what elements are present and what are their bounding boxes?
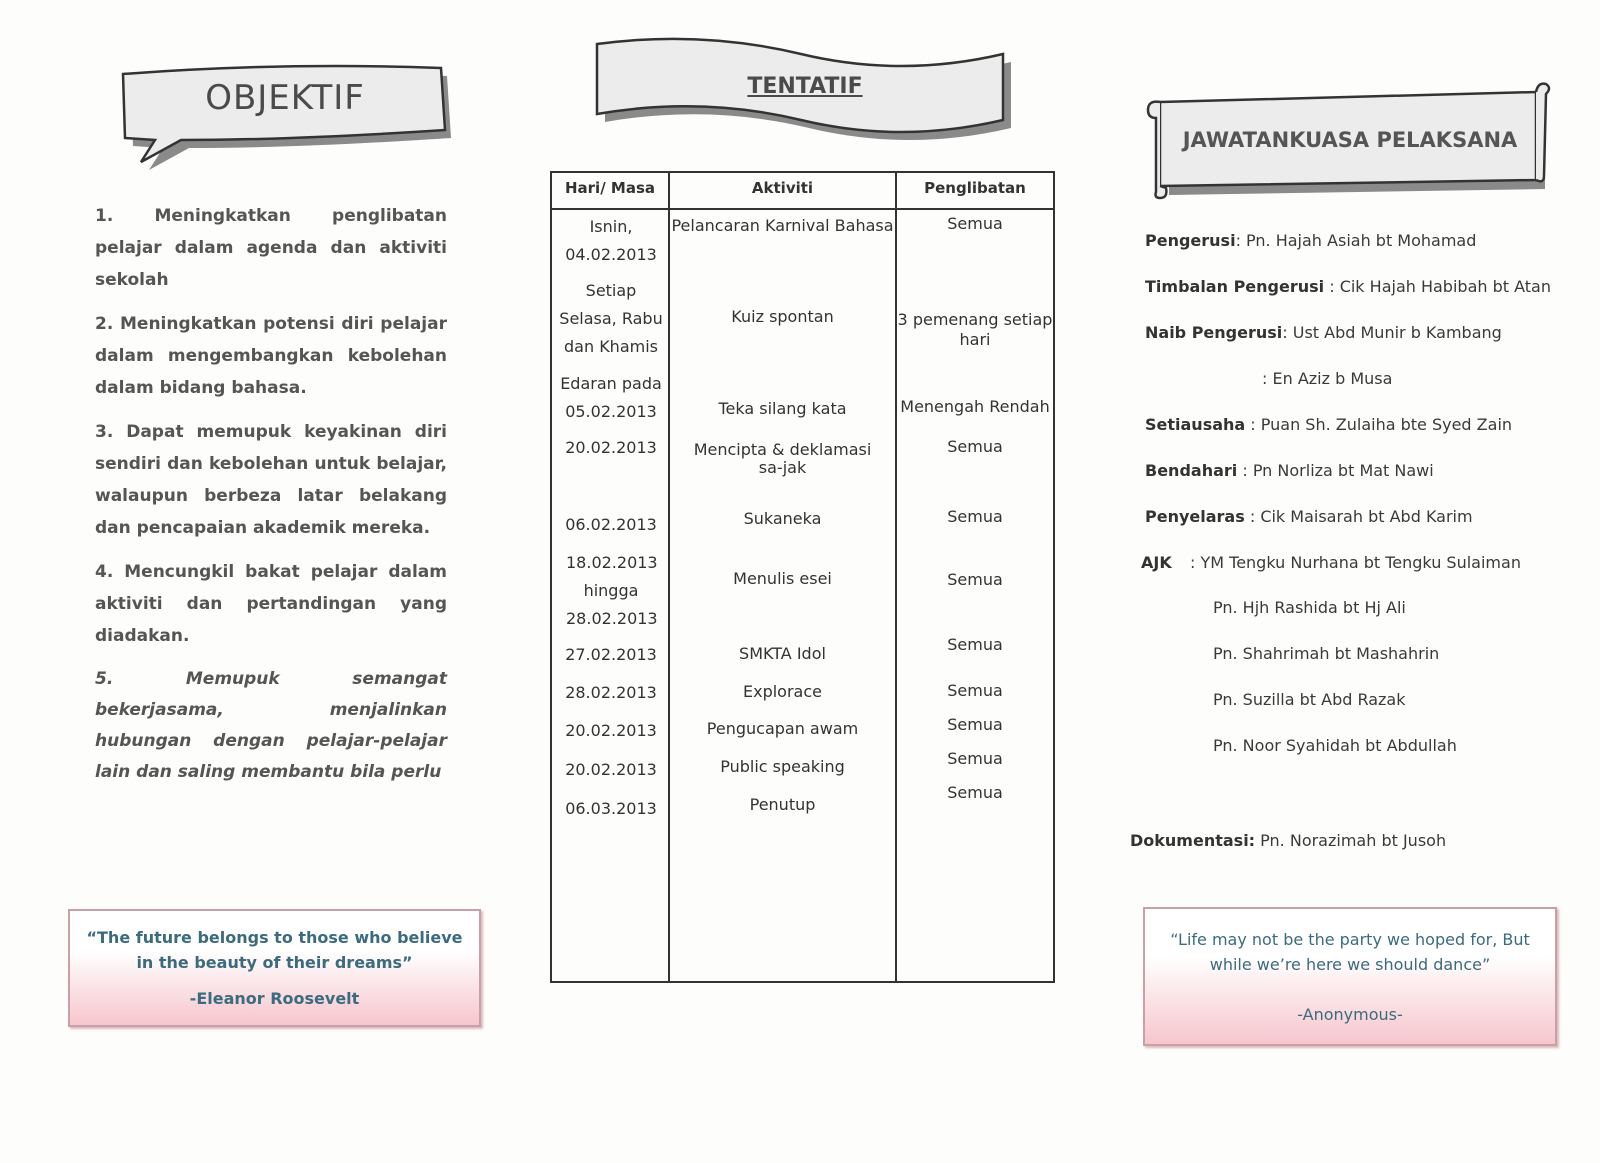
cell-activity: Kuiz spontan — [731, 307, 834, 326]
quote-author: -Anonymous- — [1297, 1005, 1403, 1024]
quote-box-right — [1143, 907, 1557, 1046]
role-label: Timbalan Pengerusi — [1145, 277, 1325, 296]
cell-date: 27.02.2013 — [565, 645, 657, 664]
cell-activity: Pelancaran Karnival Bahasa — [671, 216, 894, 235]
member-name: : Puan Sh. Zulaiha bte Syed Zain — [1245, 415, 1513, 434]
role-label: AJK — [1141, 553, 1172, 572]
cell-involvement: Semua — [947, 715, 1003, 734]
header-divider — [552, 208, 1053, 210]
cell-involvement: 3 pemenang setiap hari — [897, 310, 1053, 349]
cell-involvement: Semua — [947, 749, 1003, 768]
cell-activity: SMKTA Idol — [739, 644, 826, 663]
committee-naib — [1145, 323, 1502, 342]
cell-involvement: Semua — [947, 507, 1003, 526]
cell-activity: Menulis esei — [733, 569, 832, 588]
ajk-member: Pn. Shahrimah bt Mashahrin — [1213, 644, 1440, 663]
cell-date: Setiap Selasa, Rabu dan Khamis — [559, 281, 663, 356]
cell-activity: Mencipta & deklamasi sa-jak — [693, 440, 872, 477]
objektif-item: 5. Memupuk semangat bekerjasama, menjalinkan hubungan dengan pelajar-pelajar lain dan saling membantu bila perlu — [95, 669, 447, 782]
role-label: Penyelaras — [1145, 507, 1245, 526]
objektif-item: 1. Meningkatkan penglibatan pelajar dalam agenda dan aktiviti sekolah — [95, 206, 447, 290]
cell-date: 28.02.2013 — [565, 683, 657, 702]
schedule-table — [550, 171, 1055, 983]
objektif-list — [95, 200, 447, 800]
objektif-item: 3. Dapat memupuk keyakinan diri sendiri dan kebolehan untuk belajar, walaupun berbeza latar belakang dan pencapaian akademik mereka. — [95, 422, 447, 538]
member-name: : Pn Norliza bt Mat Nawi — [1237, 461, 1434, 480]
cell-activity: Penutup — [749, 795, 816, 814]
committee-ajk-label — [1141, 553, 1172, 572]
cell-activity: Pengucapan awam — [706, 719, 859, 738]
cell-involvement: Menengah Rendah — [900, 397, 1050, 416]
committee-bendahari — [1145, 461, 1434, 480]
jawatankuasa-title: JAWATANKUASA PELAKSANA — [1182, 128, 1518, 152]
committee-setiausaha — [1145, 415, 1512, 434]
cell-date: 18.02.2013 hingga 28.02.2013 — [566, 553, 658, 628]
ajk-member: Pn. Noor Syahidah bt Abdullah — [1213, 736, 1457, 755]
member-name: : Ust Abd Munir b Kambang — [1282, 323, 1502, 342]
cell-involvement: Semua — [947, 437, 1003, 456]
committee-penyelaras — [1145, 507, 1473, 526]
cell-involvement: Semua — [947, 570, 1003, 589]
cell-date: 20.02.2013 — [565, 438, 657, 457]
objektif-item: 4. Mencungkil bakat pelajar dalam aktiviti dan pertandingan yang diadakan. — [95, 562, 447, 646]
committee-naib-2: : En Aziz b Musa — [1262, 369, 1393, 388]
objektif-item: 2. Meningkatkan potensi diri pelajar dalam mengembangkan kebolehan dalam bidang bahasa. — [95, 314, 447, 398]
cell-date: Edaran pada 05.02.2013 — [560, 374, 662, 421]
member-name: : Cik Hajah Habibah bt Atan — [1324, 277, 1551, 296]
cell-activity: Explorace — [743, 682, 822, 701]
cell-activity: Public speaking — [720, 757, 845, 776]
cell-date: 06.03.2013 — [565, 799, 657, 818]
cell-date: 20.02.2013 — [565, 760, 657, 779]
member-name: : Pn. Hajah Asiah bt Mohamad — [1235, 231, 1477, 250]
header-date: Hari/ Masa — [564, 179, 655, 197]
header-activity: Aktiviti — [751, 179, 814, 197]
member-name: Pn. Norazimah bt Jusoh — [1255, 831, 1447, 850]
cell-involvement: Semua — [947, 635, 1003, 654]
ajk-member: Pn. Suzilla bt Abd Razak — [1213, 690, 1406, 709]
objektif-title: OBJEKTIF — [205, 78, 365, 118]
role-label: Pengerusi — [1145, 231, 1236, 250]
role-label: Setiausaha — [1145, 415, 1246, 434]
cell-date: Isnin, 04.02.2013 — [565, 217, 657, 264]
header-involvement: Penglibatan — [924, 179, 1026, 197]
role-label: Dokumentasi: — [1130, 831, 1256, 850]
committee-pengerusi — [1145, 231, 1476, 250]
cell-date: 06.02.2013 — [565, 515, 657, 534]
member-name: : Cik Maisarah bt Abd Karim — [1244, 507, 1473, 526]
role-label: Bendahari — [1145, 461, 1238, 480]
cell-activity: Sukaneka — [743, 509, 822, 528]
committee-timbalan — [1145, 277, 1551, 296]
cell-involvement: Semua — [947, 783, 1003, 802]
quote-author: -Eleanor Roosevelt — [189, 989, 360, 1008]
role-label: Naib Pengerusi — [1145, 323, 1283, 342]
cell-date: 20.02.2013 — [565, 721, 657, 740]
tentatif-title: TENTATIF — [747, 74, 863, 99]
quote-text: “The future belongs to those who believe in the beauty of their dreams” — [86, 928, 463, 972]
quote-text: “Life may not be the party we hoped for, But while we’re here we should dance” — [1170, 930, 1530, 974]
cell-involvement: Semua — [947, 214, 1003, 233]
cell-activity: Teka silang kata — [718, 399, 847, 418]
ajk-member: : YM Tengku Nurhana bt Tengku Sulaiman — [1190, 553, 1521, 572]
committee-dokumentasi — [1130, 831, 1446, 850]
ajk-member: Pn. Hjh Rashida bt Hj Ali — [1213, 598, 1406, 617]
quote-box-left — [68, 909, 481, 1027]
cell-involvement: Semua — [947, 681, 1003, 700]
